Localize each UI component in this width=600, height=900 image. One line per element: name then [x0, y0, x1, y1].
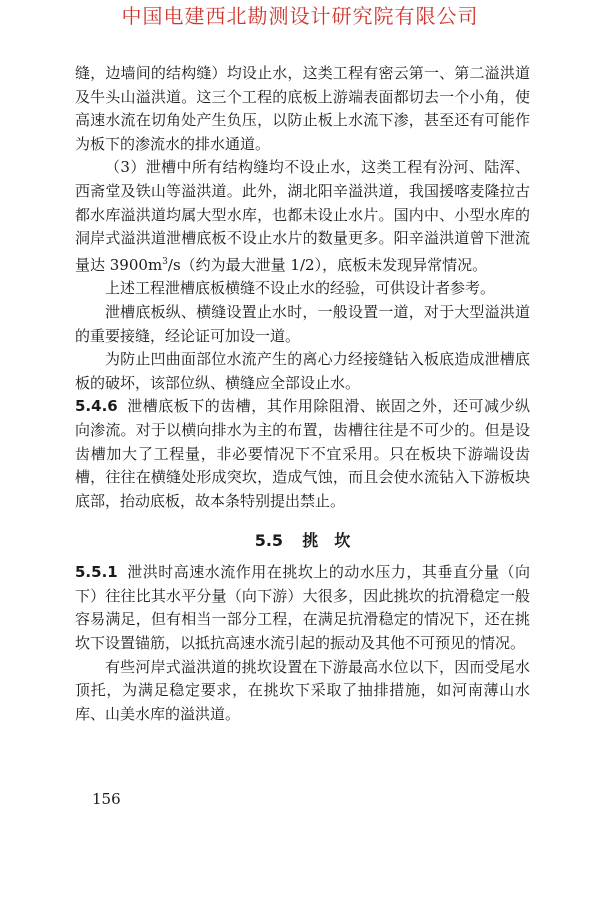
paragraph-8: 有些河岸式溢洪道的挑坎设置在下游最高水位以下，因而受尾水顶托，为满足稳定要求，在挑坎下采取了抽排措施，如河南薄山水库、山美水库的溢洪道。: [75, 657, 530, 723]
paragraph-2-text: （3）泄槽中所有结构缝均不设止水，这类工程有汾河、陆浑、西斋堂及铁山等溢洪道。此外，湖北阳辛溢洪道，我国援喀麦隆拉古都水库溢洪道均属大型水库，也都未设止水片。国内中、小型水库的洞岸式溢洪道泄槽底板不设止水片的数量更多。阳辛溢洪道曾下泄流量达 3900m: [75, 158, 530, 274]
paragraph-3: 上述工程泄槽底板横缝不设止水的经验，可供设计者参考。: [105, 279, 496, 298]
paragraph-2-text-end: /s（约为最大泄量 1/2），底板未发现异常情况。: [167, 255, 488, 274]
page-number: 156: [92, 790, 121, 808]
section-title-text: 挑 坎: [302, 531, 351, 551]
clause-number: 5.4.6: [75, 397, 118, 416]
section-heading: [75, 527, 530, 555]
paragraph-4: 泄槽底板纵、横缝设置止水时，一般设置一道，对于大型溢洪道的重要接缝，经论证可加设一道。: [75, 302, 530, 345]
section-number: 5.5: [254, 531, 284, 551]
page-body: [75, 62, 530, 726]
clause-text: 泄槽底板下的齿槽，其作用除阻滑、嵌固之外，还可减少纵向渗流。对于以横向排水为主的布置，齿槽往往是不可少的。但是设齿槽加大了工程量，非必要情况下不宜采用。只在板块下游端设齿槽，往往在横缝处形成突坎，造成气蚀，而且会使水流钻入下游板块底部，抬动底板，故本条特别提出禁止。: [75, 397, 530, 510]
clause-number: 5.5.1: [75, 563, 118, 582]
watermark-company: 中国电建西北勘测设计研究院有限公司: [121, 4, 479, 28]
paragraph-1: 缝，边墙间的结构缝）均设止水，这类工程有密云第一、第二溢洪道及牛头山溢洪道。这三个工程的底板上游端表面都切去一个小角，使高速水流在切角处产生负压，以防止板上水流下渗，甚至还有可能作为板下的渗流水的排水通道。: [75, 64, 530, 153]
clause-5-4-6: [75, 395, 530, 513]
clause-text: 泄洪时高速水流作用在挑坎上的动水压力，其垂直分量（向下）往往比其水平分量（向下游）大很多，因此挑坎的抗滑稳定一般容易满足，但有相当一部分工程，在满足抗滑稳定的情况下，还在挑坎下设置锚筋，以抵抗高速水流引起的振动及其他不可预见的情况。: [75, 563, 530, 653]
paragraph-2: [75, 156, 530, 277]
superscript-3: 3: [162, 256, 168, 267]
paragraph-5: 为防止凹曲面部位水流产生的离心力经接缝钻入板底造成泄槽底板的破坏，该部位纵、横缝应全部设止水。: [75, 350, 530, 392]
clause-5-5-1: [75, 561, 530, 655]
